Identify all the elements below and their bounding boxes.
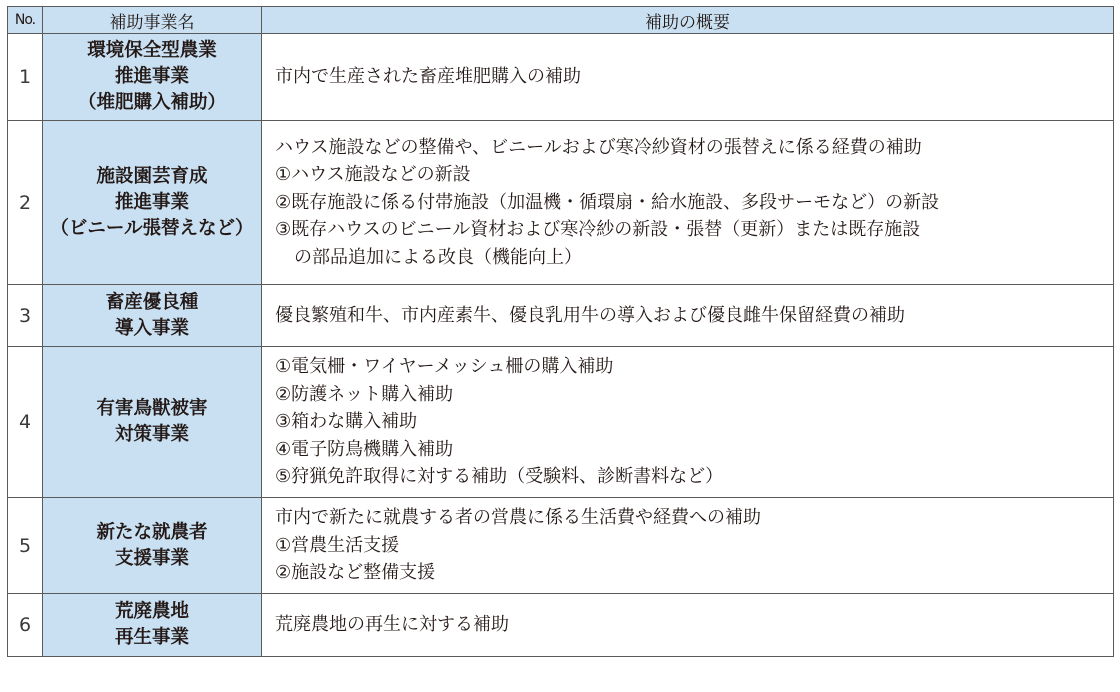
row-number: 3 bbox=[8, 285, 43, 347]
table-row bbox=[8, 121, 1114, 285]
summary-line: ①ハウス施設などの新設 bbox=[275, 164, 471, 186]
program-summary bbox=[262, 34, 1114, 121]
program-summary bbox=[262, 594, 1114, 657]
row-number: 4 bbox=[8, 347, 43, 498]
program-name bbox=[43, 34, 262, 121]
program-name-line: 畜産優良種 bbox=[105, 291, 199, 313]
table-row bbox=[8, 285, 1114, 347]
program-name-line: 環境保全型農業 bbox=[87, 40, 217, 61]
program-name bbox=[43, 498, 262, 594]
program-name-line: 推進事業 bbox=[114, 191, 189, 213]
program-name bbox=[43, 121, 262, 285]
program-summary bbox=[262, 121, 1114, 285]
program-name-line: （ビニール張替えなど） bbox=[50, 217, 254, 239]
summary-line: ②既存施設に係る付帯施設（加温機・循環扇・給水施設、多段サーモなど）の新設 bbox=[275, 191, 940, 213]
summary-line: の部品追加による改良（機能向上） bbox=[294, 246, 582, 268]
summary-line: ⑤狩猟免許取得に対する補助（受験料、診断書料など） bbox=[275, 466, 724, 488]
summary-line: ③既存ハウスのビニール資材および寒冷紗の新設・張替（更新）または既存施設 bbox=[275, 219, 921, 241]
program-name-line: （堆肥購入補助） bbox=[77, 92, 226, 113]
program-name-line: 再生事業 bbox=[114, 627, 189, 648]
summary-line: 優良繁殖和牛、市内産素牛、優良乳用牛の導入および優良雌牛保留経費の補助 bbox=[275, 304, 905, 326]
row-number: 1 bbox=[8, 34, 43, 121]
summary-line: ハウス施設などの整備や、ビニールおよび寒冷紗資材の張替えに係る経費の補助 bbox=[275, 136, 922, 158]
program-name-line: 支援事業 bbox=[114, 547, 189, 569]
summary-line: 市内で生産された畜産堆肥購入の補助 bbox=[275, 66, 581, 88]
table-row bbox=[8, 34, 1114, 121]
table-row bbox=[8, 594, 1114, 657]
summary-line: ①電気柵・ワイヤーメッシュ柵の購入補助 bbox=[275, 356, 614, 378]
row-number: 2 bbox=[8, 121, 43, 285]
header-name: 補助事業名 bbox=[43, 7, 262, 34]
summary-line: 市内で新たに就農する者の営農に係る生活費や経費への補助 bbox=[275, 507, 761, 529]
summary-line: ④電子防鳥機購入補助 bbox=[275, 438, 454, 460]
subsidy-table bbox=[7, 6, 1114, 657]
program-summary bbox=[262, 347, 1114, 498]
summary-line: ②防護ネット購入補助 bbox=[275, 383, 454, 405]
program-name-line: 荒廃農地 bbox=[114, 601, 189, 622]
table-row bbox=[8, 347, 1114, 498]
program-name-line: 新たな就農者 bbox=[96, 521, 208, 543]
program-name-line: 対策事業 bbox=[114, 424, 189, 445]
program-name-line: 導入事業 bbox=[114, 317, 189, 339]
summary-line: 荒廃農地の再生に対する補助 bbox=[275, 614, 509, 636]
program-name-line: 推進事業 bbox=[114, 66, 189, 87]
program-name-line: 施設園芸育成 bbox=[96, 165, 208, 187]
summary-line: ②施設など整備支援 bbox=[275, 562, 436, 584]
program-name bbox=[43, 347, 262, 498]
program-summary bbox=[262, 498, 1114, 594]
header-summary: 補助の概要 bbox=[262, 7, 1114, 34]
table-header-row bbox=[8, 7, 1114, 34]
row-number: 5 bbox=[8, 498, 43, 594]
program-name bbox=[43, 285, 262, 347]
table-row bbox=[8, 498, 1114, 594]
program-summary bbox=[262, 285, 1114, 347]
row-number: 6 bbox=[8, 594, 43, 657]
summary-line: ③箱わな購入補助 bbox=[275, 411, 418, 433]
summary-line: ①営農生活支援 bbox=[275, 534, 400, 556]
program-name bbox=[43, 594, 262, 657]
program-name-line: 有害鳥獣被害 bbox=[96, 398, 208, 419]
header-no: No. bbox=[8, 7, 43, 34]
